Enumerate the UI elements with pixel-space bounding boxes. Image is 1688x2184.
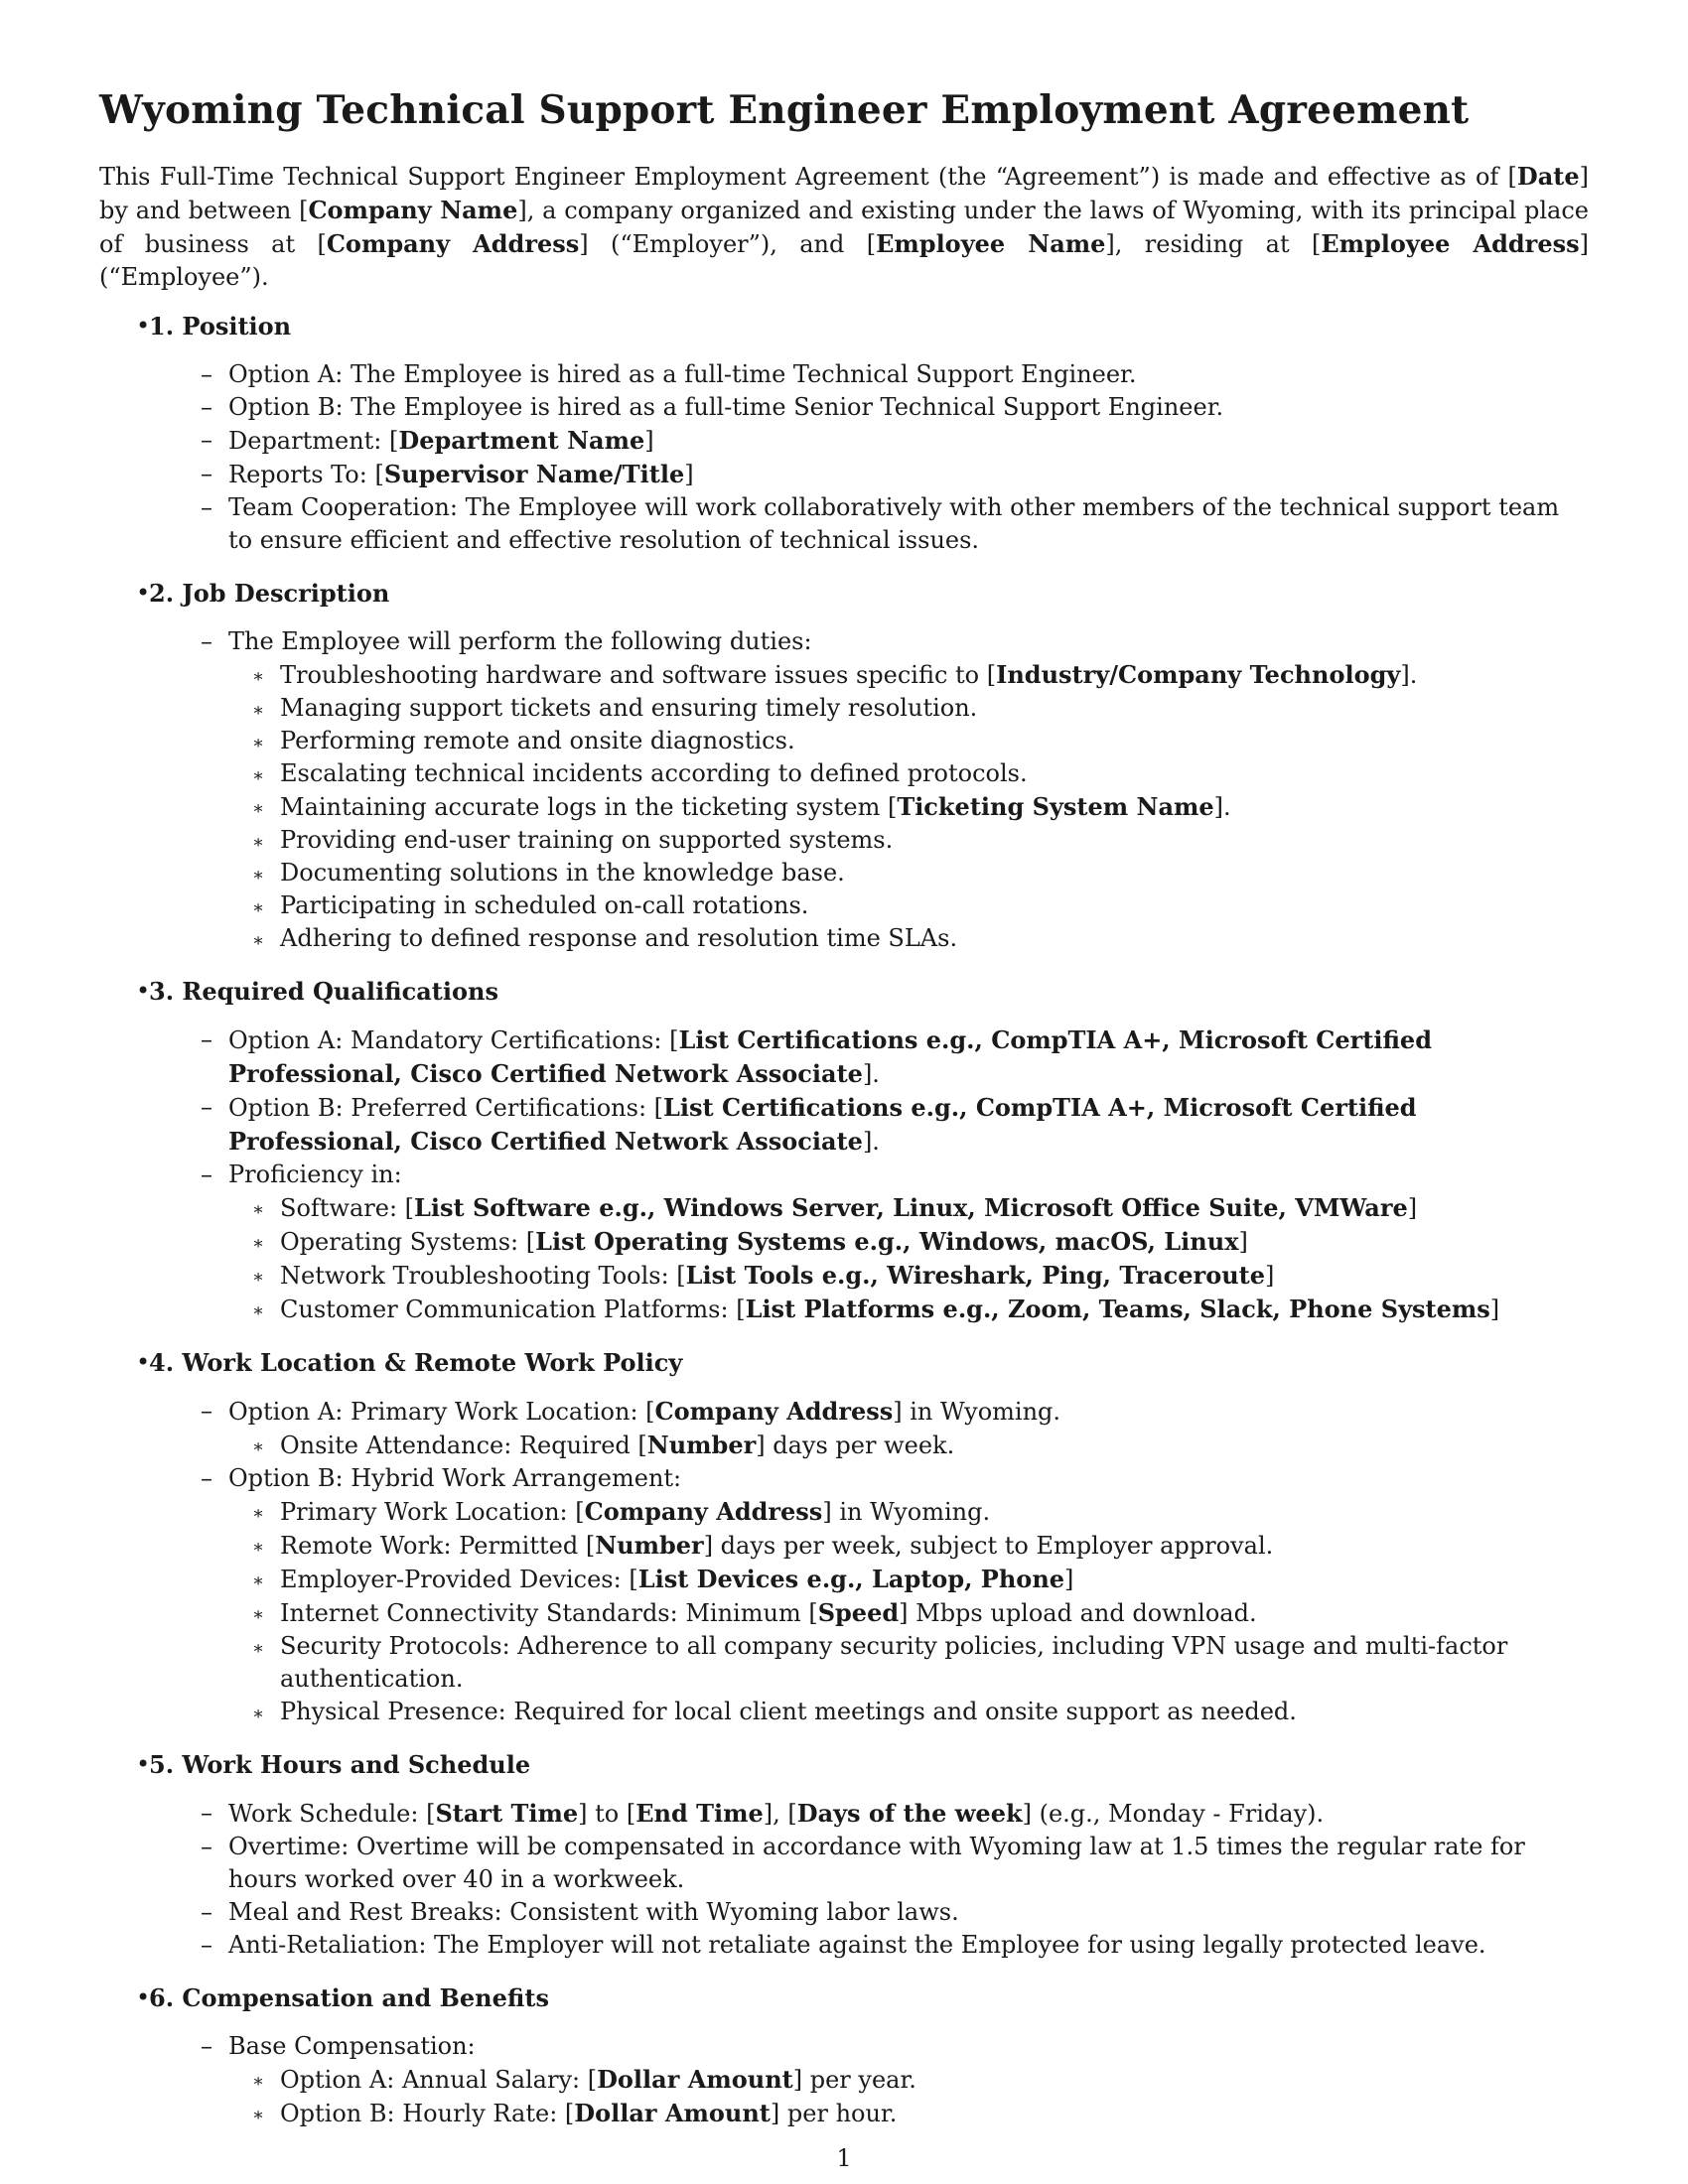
dash-icon: – [201, 392, 212, 421]
text-run: ] [684, 460, 694, 488]
text-run: ] by and between [ [99, 162, 1589, 224]
text-run: ] in Wyoming. [822, 1497, 991, 1526]
text-run: ] days per week, subject to Employer approval. [703, 1531, 1274, 1560]
text-run: ], [ [763, 1799, 797, 1828]
dash-icon: – [201, 425, 212, 454]
sub-list-item [99, 1529, 1589, 1563]
placeholder-field: Company Address [654, 1396, 894, 1426]
asterisk-icon: ∗ [252, 1637, 265, 1659]
text-run: ] [644, 426, 654, 455]
text-run: ], a company organized and existing under the laws of Wyoming, with its principal place of business at [ [99, 196, 1589, 258]
sub-list-item [99, 1563, 1589, 1596]
placeholder-field: Start Time [435, 1798, 579, 1828]
sections-list [99, 310, 1589, 2142]
asterisk-icon: ∗ [252, 1703, 265, 1724]
list-item [99, 625, 1589, 658]
placeholder-field: List Certifications e.g., CompTIA A+, Microsoft Certified Professional, Cisco Certified Network Associate [228, 1024, 1432, 1088]
text-run: Performing remote and onsite diagnostics. [280, 726, 795, 754]
text-run: Work Schedule: [ [228, 1799, 436, 1828]
dash-icon: – [201, 492, 212, 521]
document-page [99, 87, 1589, 2150]
text-run: Meal and Rest Breaks: Consistent with Wyoming labor laws. [228, 1897, 959, 1926]
list-item [99, 1462, 1589, 1495]
placeholder-field: Company Name [308, 195, 518, 224]
placeholder-field: Number [595, 1530, 704, 1560]
text-run: Remote Work: Permitted [ [280, 1531, 596, 1560]
placeholder-field: Company Address [584, 1496, 823, 1526]
asterisk-icon: ∗ [252, 1232, 265, 1254]
text-run: ] days per week. [756, 1431, 955, 1459]
sub-list-item [99, 889, 1589, 922]
dash-icon: – [201, 1832, 212, 1860]
sub-list-item [99, 2097, 1589, 2130]
dash-icon: – [201, 359, 212, 388]
asterisk-icon: ∗ [252, 896, 265, 918]
asterisk-icon: ∗ [252, 1435, 265, 1457]
placeholder-field: Employee Address [1321, 228, 1580, 258]
sub-list-item [99, 922, 1589, 955]
list-item [99, 1091, 1589, 1159]
section-heading-text: 1. Position [149, 311, 292, 341]
text-run: Employer-Provided Devices: [ [280, 1565, 638, 1593]
asterisk-icon: ∗ [252, 1299, 265, 1321]
text-run: Option A: The Employee is hired as a full-time Technical Support Engineer. [228, 359, 1137, 388]
placeholder-field: List Tools e.g., Wireshark, Ping, Traceroute [685, 1260, 1266, 1290]
text-run: Operating Systems: [ [280, 1227, 536, 1256]
text-run: Option A: Annual Salary: [ [280, 2065, 598, 2094]
sub-list-item [99, 1259, 1589, 1293]
section-heading [99, 577, 1589, 610]
text-run: ]. [862, 1059, 880, 1088]
placeholder-field: List Platforms e.g., Zoom, Teams, Slack, Phone Systems [745, 1294, 1490, 1323]
asterisk-icon: ∗ [252, 764, 265, 786]
text-run: ] [1407, 1193, 1418, 1222]
text-run: Base Compensation: [228, 2031, 476, 2060]
bullet-icon: • [136, 578, 151, 607]
text-run: ]. [862, 1127, 880, 1156]
text-run: Documenting solutions in the knowledge base. [280, 858, 845, 887]
section-heading [99, 1748, 1589, 1781]
placeholder-field: Number [646, 1430, 757, 1459]
list-item [99, 424, 1589, 458]
placeholder-field: Employee Name [876, 228, 1106, 258]
text-run: Adhering to defined response and resolution time SLAs. [280, 923, 958, 952]
text-run: Troubleshooting hardware and software issues specific to [ [280, 660, 997, 689]
placeholder-field: End Time [635, 1798, 764, 1828]
placeholder-field: Ticketing System Name [897, 791, 1214, 821]
placeholder-field: List Devices e.g., Laptop, Phone [637, 1564, 1065, 1593]
sub-list-item [99, 1495, 1589, 1529]
bullet-icon: • [136, 976, 151, 1005]
section-heading [99, 1981, 1589, 2014]
list-item [99, 458, 1589, 491]
sub-list-item [99, 1596, 1589, 1630]
asterisk-icon: ∗ [252, 1198, 265, 1220]
text-run: Option A: Mandatory Certifications: [ [228, 1025, 679, 1054]
list-item [99, 1024, 1589, 1091]
text-run: ]. [1213, 792, 1231, 821]
dash-icon: – [201, 1897, 212, 1926]
text-run: Option B: The Employee is hired as a full-time Senior Technical Support Engineer. [228, 392, 1224, 421]
placeholder-field: Department Name [398, 425, 645, 455]
asterisk-icon: ∗ [252, 2104, 265, 2125]
page-number: 1 [836, 2144, 852, 2172]
sub-list-item [99, 857, 1589, 889]
text-run: Maintaining accurate logs in the ticketing system [ [280, 792, 898, 821]
sub-list-item [99, 757, 1589, 790]
text-run: ] to [ [578, 1799, 636, 1828]
text-run: Software: [ [280, 1193, 415, 1222]
text-run: Team Cooperation: The Employee will work collaboratively with other members of the technical support team to ensure efficient and effective resolution of technical issues. [228, 492, 1560, 554]
text-run: Participating in scheduled on-call rotations. [280, 890, 809, 919]
section-heading [99, 975, 1589, 1008]
section-heading-text: 2. Job Description [149, 578, 390, 608]
dash-icon: – [201, 1463, 212, 1492]
section [99, 1748, 1589, 1974]
sub-list-item [99, 1293, 1589, 1326]
dash-icon: – [201, 1930, 212, 1959]
text-run: ], residing at [ [1105, 229, 1322, 258]
section [99, 1346, 1589, 1740]
section [99, 577, 1589, 967]
list-item [99, 1929, 1589, 1962]
sub-list-item [99, 790, 1589, 824]
text-run: Primary Work Location: [ [280, 1497, 585, 1526]
text-run: Proficiency in: [228, 1160, 402, 1188]
text-run: ]. [1400, 660, 1418, 689]
text-run: ] [1238, 1227, 1248, 1256]
text-run: Option A: Primary Work Location: [ [228, 1397, 655, 1426]
placeholder-field: List Operating Systems e.g., Windows, macOS, Linux [535, 1226, 1239, 1256]
asterisk-icon: ∗ [252, 665, 265, 687]
list-item [99, 391, 1589, 424]
section [99, 1981, 1589, 2142]
section-heading-text: 5. Work Hours and Schedule [149, 1749, 531, 1779]
list-item [99, 1797, 1589, 1831]
sub-list-item [99, 2063, 1589, 2097]
placeholder-field: Dollar Amount [597, 2064, 793, 2094]
text-run: Security Protocols: Adherence to all company security policies, including VPN usage and multi-factor authentication. [280, 1631, 1508, 1693]
dash-icon: – [201, 1024, 212, 1053]
placeholder-field: Date [1516, 161, 1580, 191]
bullet-icon: • [136, 1347, 151, 1376]
text-run: Providing end-user training on supported systems. [280, 825, 894, 854]
list-item [99, 1159, 1589, 1191]
text-run: ] (e.g., Monday - Friday). [1022, 1799, 1325, 1828]
text-run: Overtime: Overtime will be compensated in accordance with Wyoming law at 1.5 times the regular rate for hours worked over 40 in a workweek. [228, 1832, 1525, 1893]
text-run: ] [1265, 1261, 1275, 1290]
list-item [99, 1896, 1589, 1929]
text-run: Customer Communication Platforms: [ [280, 1295, 746, 1323]
sub-list-item [99, 1696, 1589, 1728]
placeholder-field: List Software e.g., Windows Server, Linux, Microsoft Office Suite, VMWare [414, 1192, 1408, 1222]
text-run: The Employee will perform the following duties: [228, 626, 812, 655]
section [99, 975, 1589, 1338]
text-run: Onsite Attendance: Required [ [280, 1431, 647, 1459]
sub-list-item [99, 1429, 1589, 1462]
dash-icon: – [201, 1092, 212, 1121]
asterisk-icon: ∗ [252, 1266, 265, 1288]
placeholder-field: Company Address [326, 228, 580, 258]
text-run: ] per year. [792, 2065, 916, 2094]
text-run: Managing support tickets and ensuring timely resolution. [280, 693, 978, 722]
text-run: Option B: Hourly Rate: [ [280, 2099, 575, 2127]
asterisk-icon: ∗ [252, 1570, 265, 1591]
sub-list-item [99, 1630, 1589, 1696]
asterisk-icon: ∗ [252, 732, 265, 753]
list-item [99, 1395, 1589, 1429]
dash-icon: – [201, 1160, 212, 1188]
section-heading [99, 1346, 1589, 1379]
list-item [99, 491, 1589, 557]
placeholder-field: Industry/Company Technology [996, 659, 1401, 689]
section-heading-text: 6. Compensation and Benefits [149, 1982, 549, 2012]
section-heading-text: 4. Work Location & Remote Work Policy [149, 1347, 683, 1377]
list-item [99, 2030, 1589, 2063]
text-run: ] per hour. [770, 2099, 898, 2127]
bullet-icon: • [136, 1982, 151, 2011]
section-heading [99, 310, 1589, 342]
sub-list-item [99, 824, 1589, 857]
text-run: This Full-Time Technical Support Engineer Employment Agreement (the “Agreement”) is made and effective as of [ [99, 162, 1517, 191]
dash-icon: – [201, 2031, 212, 2060]
dash-icon: – [201, 1798, 212, 1827]
sub-list-item [99, 725, 1589, 757]
placeholder-field: Days of the week [796, 1798, 1023, 1828]
asterisk-icon: ∗ [252, 2070, 265, 2092]
placeholder-field: Dollar Amount [574, 2098, 771, 2127]
placeholder-field: Speed [817, 1597, 900, 1627]
asterisk-icon: ∗ [252, 929, 265, 951]
sub-list-item [99, 1225, 1589, 1259]
text-run: Anti-Retaliation: The Employer will not retaliate against the Employee for using legally protected leave. [228, 1930, 1486, 1959]
asterisk-icon: ∗ [252, 864, 265, 886]
asterisk-icon: ∗ [252, 797, 265, 819]
text-run: Physical Presence: Required for local client meetings and onsite support as needed. [280, 1697, 1297, 1725]
dash-icon: – [201, 626, 212, 655]
intro-paragraph [99, 160, 1589, 294]
asterisk-icon: ∗ [252, 831, 265, 853]
text-run: Department: [ [228, 426, 399, 455]
text-run: Option B: Hybrid Work Arrangement: [228, 1463, 682, 1492]
section-heading-text: 3. Required Qualifications [149, 976, 498, 1006]
document-title: Wyoming Technical Support Engineer Employment Agreement [99, 87, 1470, 133]
text-run: Escalating technical incidents according to defined protocols. [280, 758, 1028, 787]
asterisk-icon: ∗ [252, 1502, 265, 1524]
placeholder-field: List Certifications e.g., CompTIA A+, Microsoft Certified Professional, Cisco Certified Network Associate [228, 1092, 1417, 1156]
sub-list-item [99, 1191, 1589, 1225]
text-run: Option B: Preferred Certifications: [ [228, 1093, 664, 1122]
text-run: ] in Wyoming. [893, 1397, 1061, 1426]
bullet-icon: • [136, 1749, 151, 1778]
asterisk-icon: ∗ [252, 699, 265, 721]
dash-icon: – [201, 1396, 212, 1425]
text-run: ] Mbps upload and download. [899, 1598, 1257, 1627]
asterisk-icon: ∗ [252, 1536, 265, 1558]
asterisk-icon: ∗ [252, 1603, 265, 1625]
placeholder-field: Supervisor Name/Title [383, 459, 685, 488]
list-item [99, 358, 1589, 391]
sub-list-item [99, 658, 1589, 692]
section [99, 310, 1589, 569]
text-run: Internet Connectivity Standards: Minimum [ [280, 1598, 818, 1627]
text-run: ] [1489, 1295, 1500, 1323]
list-item [99, 1831, 1589, 1896]
dash-icon: – [201, 459, 212, 487]
bullet-icon: • [136, 311, 151, 340]
sub-list-item [99, 692, 1589, 725]
text-run: ] (“Employer”), and [ [579, 229, 877, 258]
text-run: Network Troubleshooting Tools: [ [280, 1261, 686, 1290]
text-run: Reports To: [ [228, 460, 384, 488]
text-run: ] [1064, 1565, 1074, 1593]
text-run: ] (“Employee”). [99, 229, 1589, 291]
